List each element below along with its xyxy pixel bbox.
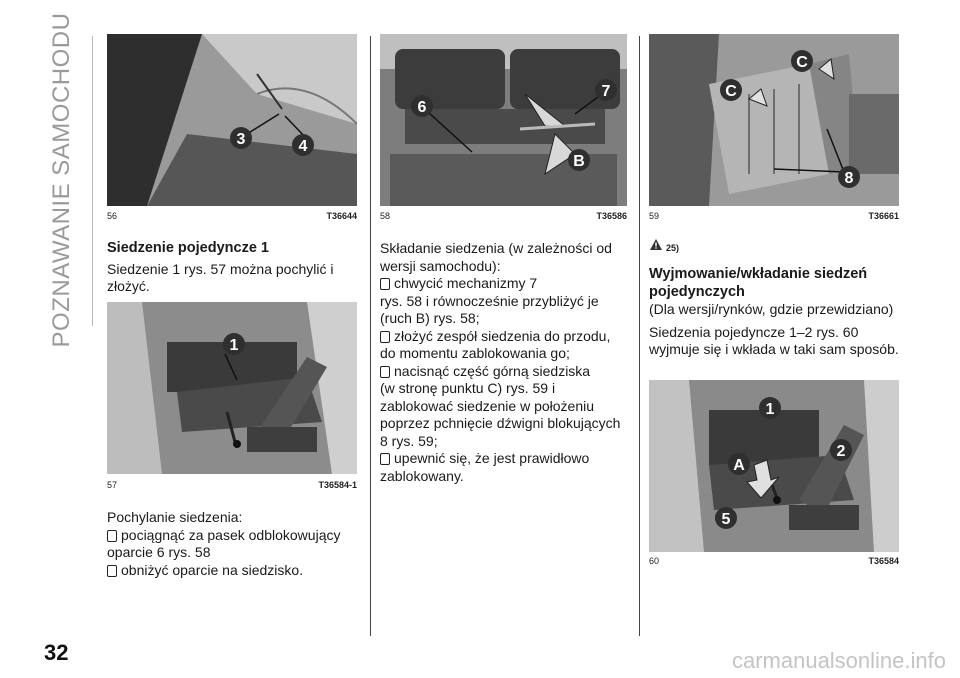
checkbox-bullet-icon [380,331,390,343]
callout-badge-a [728,453,750,475]
callout-badge-7 [595,79,617,101]
bullet-continuation: oparcie 6 rys. 58 [107,544,211,560]
callout-badge-c [720,79,742,101]
callout-badge-b [568,149,590,171]
paragraph: Składanie siedzenia (w zależności od wersji samochodu): [380,240,612,274]
checkbox-bullet-icon [380,366,390,378]
figure-56-caption: 56 T36644 [107,211,357,221]
column-divider [370,36,371,636]
bullet-continuation: rys. 58 i równocześnie przybliżyć je (ruch B) rys. 58; [380,292,599,326]
bullet-item: chwycić mechanizmy 7 [380,275,630,293]
callout-badge-c-top [791,50,813,72]
svg-text:C: C [725,83,737,100]
note: (Dla wersji/rynków, gdzie przewidziano) [649,301,894,317]
svg-text:C: C [796,54,808,71]
callout-badge-3 [230,127,252,149]
bullet-continuation: zablokowany. [380,467,464,484]
bullet-item: pociągnąć za pasek odblokowujący [107,527,357,545]
bullet-item: nacisnąć część górną siedziska [380,363,630,381]
section-heading: Siedzenie pojedyncze 1 [107,240,269,256]
col1-top-text [107,240,357,296]
svg-text:5: 5 [721,511,731,528]
bullet-item: upewnić się, że jest prawidłowo [380,450,630,468]
bullet-continuation: (w stronę punktu C) rys. 59 i zablokować siedzenie w położeniu poprzez pchnięcie dźwigni blokujących 8 rys. 59; [380,380,621,449]
col2-text [380,240,630,485]
paragraph: Siedzenia pojedyncze 1–2 rys. 60 wyjmuje się i wkłada w taki sam sposób. [649,323,899,357]
svg-text:1: 1 [765,401,775,418]
figure-58-photo [380,34,627,206]
section-heading: Wyjmowanie/wkładanie siedzeń pojedynczych [649,266,868,300]
bullet-item: złożyć zespół siedzenia do przodu, [380,328,630,346]
figure-57-photo [107,302,357,474]
figure-60-caption: 60 T36584 [649,556,899,566]
checkbox-bullet-icon [380,453,390,465]
svg-text:2: 2 [836,443,846,460]
callout-badge-6 [411,95,433,117]
section-divider [92,36,93,326]
svg-text:4: 4 [298,138,308,155]
figure-60-photo [649,380,899,552]
bullet-item: obniżyć oparcie na siedzisko. [107,562,357,580]
checkbox-bullet-icon [380,278,390,290]
callout-badge-1 [759,397,781,419]
checkbox-bullet-icon [107,530,117,542]
col3-text [649,266,899,359]
figure-59-photo [649,34,899,206]
callout-badge-1 [223,333,245,355]
figure-57-caption: 57 T36584-1 [107,480,357,490]
svg-text:B: B [573,153,585,170]
figure-56-photo [107,34,357,206]
figure-59-caption: 59 T36661 [649,211,899,221]
bullet-continuation: do momentu zablokowania go; [380,345,570,361]
callout-badge-4 [292,134,314,156]
callout-badge-5 [715,507,737,529]
svg-text:7: 7 [601,83,611,100]
callout-badge-8 [838,166,860,188]
col1-bottom-text [107,509,357,579]
svg-text:8: 8 [844,170,854,187]
svg-text:3: 3 [236,131,246,148]
paragraph: Pochylanie siedzenia: [107,509,243,525]
section-title: POZNAWANIE SAMOCHODU [48,12,75,348]
page-number: 32 [44,640,69,665]
svg-text:6: 6 [417,99,427,116]
figure-58-caption: 58 T36586 [380,211,627,221]
paragraph: Siedzenie 1 rys. 57 można pochylić i złożyć. [107,260,334,294]
svg-text:1: 1 [229,337,239,354]
warning-triangle-icon [649,238,663,251]
watermark: carmanualsonline.info [731,648,946,673]
column-divider [639,36,640,636]
svg-text:A: A [733,457,745,474]
callout-badge-2 [830,439,852,461]
warning-reference: 25) [649,238,709,256]
checkbox-bullet-icon [107,565,117,577]
